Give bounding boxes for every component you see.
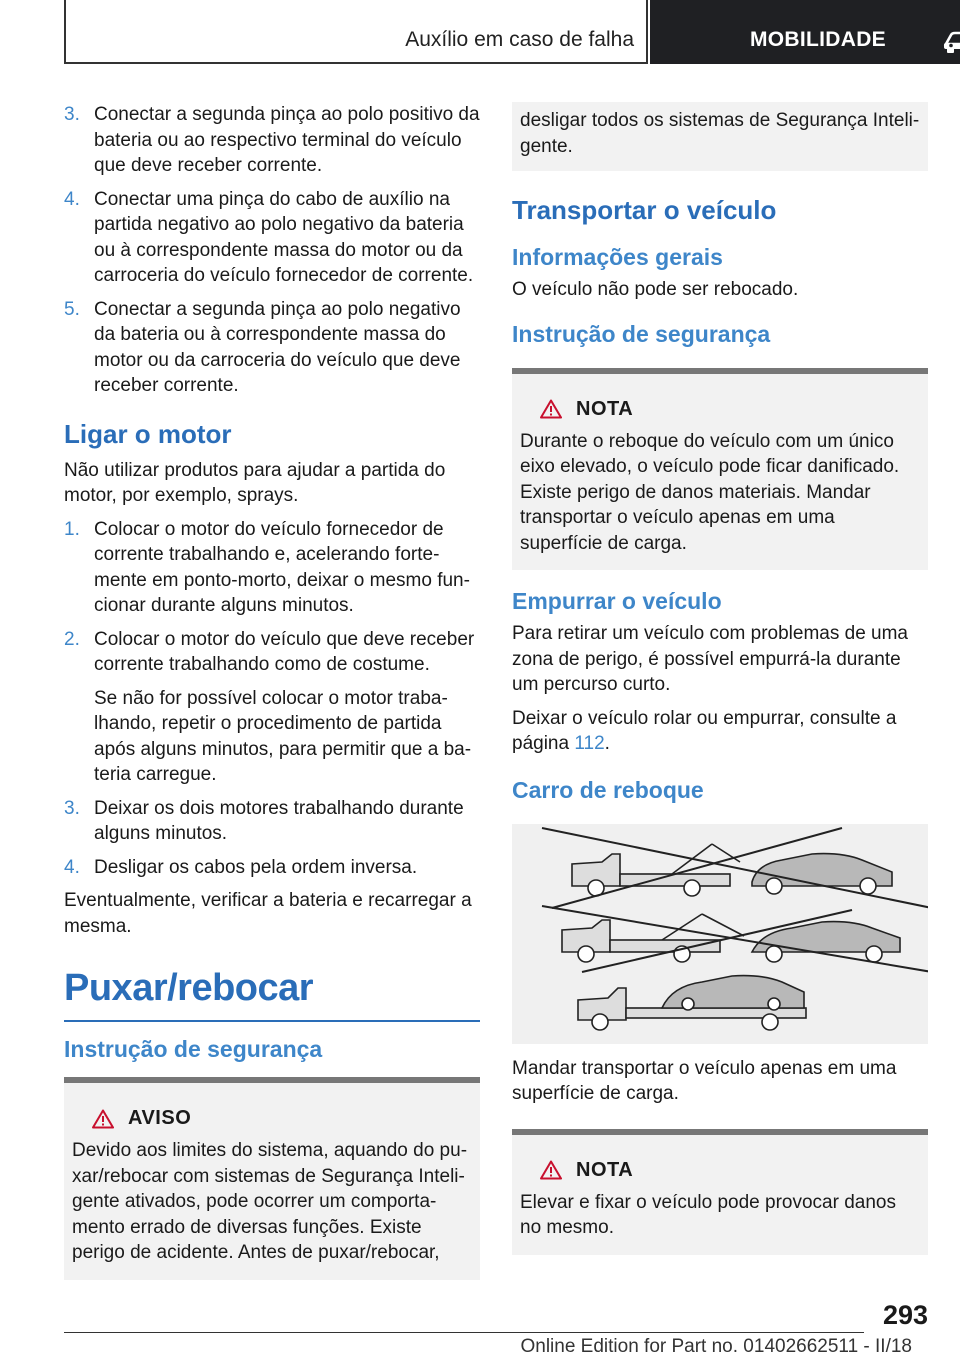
warning-box [64,1077,480,1280]
warning-triangle-icon [540,1160,562,1180]
warning-continuation-box [512,102,928,171]
step-number: 1. [64,518,80,540]
step-number: 3. [64,104,80,125]
section-title: Auxílio em caso de falha [405,28,634,51]
note-box-1 [512,368,928,571]
list-item [64,297,480,399]
info-text: O veículo não pode ser rebocado. [512,279,799,300]
heading-rule [64,1020,480,1022]
warning-text: Devido aos limites do sistema, aquando do puxar/rebocar com sistemas de Segurança Inteligente ativados, pode ocorrer um comportamento errado de diversas funções. Existe perigo de acidente. Antes de puxar/rebocar, [72,1140,468,1263]
list-item [64,517,480,619]
step-list-a [64,102,480,399]
step-text: Conectar a segunda pinça ao polo positivo da bateria ou ao respectivo terminal do veículo que deve receber corrente. [94,104,480,176]
right-column [512,102,928,1255]
page-link-112[interactable]: 112 [574,733,605,754]
push-text-2-pre: Deixar o veículo rolar ou empurrar, consulte a página [512,707,897,754]
footer-rule [64,1332,864,1333]
push-text-2-post: . [604,733,610,754]
note-label-2: NOTA [576,1158,634,1181]
tow-truck-figure-svg [512,824,928,1044]
tow-row-3 [578,975,806,1029]
note-label: NOTA [576,397,634,420]
header-tab [650,0,960,64]
step-number: 4. [64,856,80,878]
push-text-1: Para retirar um veículo com problemas de uma zona de perigo, é possível empurrá-la durante um percurso curto. [512,623,908,695]
note-box-2 [512,1129,928,1255]
heading-ligar-motor: Ligar o motor [64,418,232,449]
warning-continuation-text: desligar todos os sistemas de Segurança Inteligente. [520,110,920,157]
heading-transportar: Transportar o veículo [512,195,777,225]
warning-header [92,1107,474,1130]
step-number: 3. [64,797,80,819]
page-header [64,0,960,64]
header-section-box [64,0,648,64]
heading-informacoes-gerais: Informações gerais [512,244,723,270]
step-text: Conectar uma pinça do cabo de auxílio na partida negativo ao polo negativo da bateria ou à correspondente massa do motor ou da carroceria do veículo fornecedor de corrente. [94,188,474,286]
list-item [64,796,480,847]
tow-truck-illustration [512,824,928,1044]
note-text: Durante o reboque do veículo com um único eixo elevado, o veículo pode ficar danificado. Existe perigo de danos materiais. Mandar transportar o veículo apenas em uma superfície de carga. [520,430,900,554]
step-number: 2. [64,628,80,650]
heading-puxar-rebocar: Puxar/rebocar [64,967,314,1009]
tow-caption: Mandar transportar o veículo apenas em uma superfície de carga. [512,1057,897,1104]
step-text: Colocar o motor do veículo fornecedor de corrente trabalhando e, acelerando fortemente em ponto-morto, deixar o mesmo funcionar durante alguns minutos. [94,518,470,616]
step-subtext: Se não for possível colocar o motor trabalhando, repetir o procedimento de partida após alguns minutos, para permitir que a bateria carregue. [94,687,472,785]
step-text: Colocar o motor do veículo que deve receber corrente trabalhando como de costume. [94,628,475,675]
closing-text: Eventualmente, verificar a bateria e recarregar a mesma. [64,890,472,937]
step-text: Deixar os dois motores trabalhando durante alguns minutos. [94,797,464,844]
tab-label: MOBILIDADE [750,28,886,51]
note-header-2 [540,1159,922,1182]
step-number: 5. [64,298,80,320]
note-text-2: Elevar e fixar o veículo pode provocar danos no mesmo. [520,1191,896,1238]
heading-empurrar: Empurrar o veículo [512,588,722,614]
warning-label: AVISO [128,1107,192,1129]
push-text-2 [512,706,928,757]
note-header [540,398,922,421]
page-number: 293 [882,1300,928,1330]
list-item [64,855,480,881]
heading-instrucao-seguranca-2: Instrução de segurança [512,320,771,347]
footer-edition: Online Edition for Part no. 01402662511 - II/18 [520,1336,912,1357]
step-text: Desligar os cabos pela ordem inversa. [94,856,418,878]
warning-triangle-icon [92,1109,114,1129]
list-item [64,187,480,289]
warning-triangle-icon [540,399,562,419]
tow-row-1 [542,828,928,908]
left-column [64,102,480,1280]
list-item [64,102,480,179]
heading-carro-reboque: Carro de reboque [512,776,704,803]
heading-instrucao-seguranca: Instrução de segurança [64,1036,323,1062]
car-icon [942,30,960,54]
step-number: 4. [64,188,80,210]
step-text: Conectar a segunda pinça ao polo negativo da bateria ou à correspondente massa do motor ou da carroceria do veículo que deve receber corrente. [94,298,461,396]
ligar-intro: Não utilizar produtos para ajudar a partida do motor, por exemplo, sprays. [64,459,446,506]
tow-row-2 [542,906,928,972]
list-item [64,627,480,788]
step-list-b [64,517,480,881]
